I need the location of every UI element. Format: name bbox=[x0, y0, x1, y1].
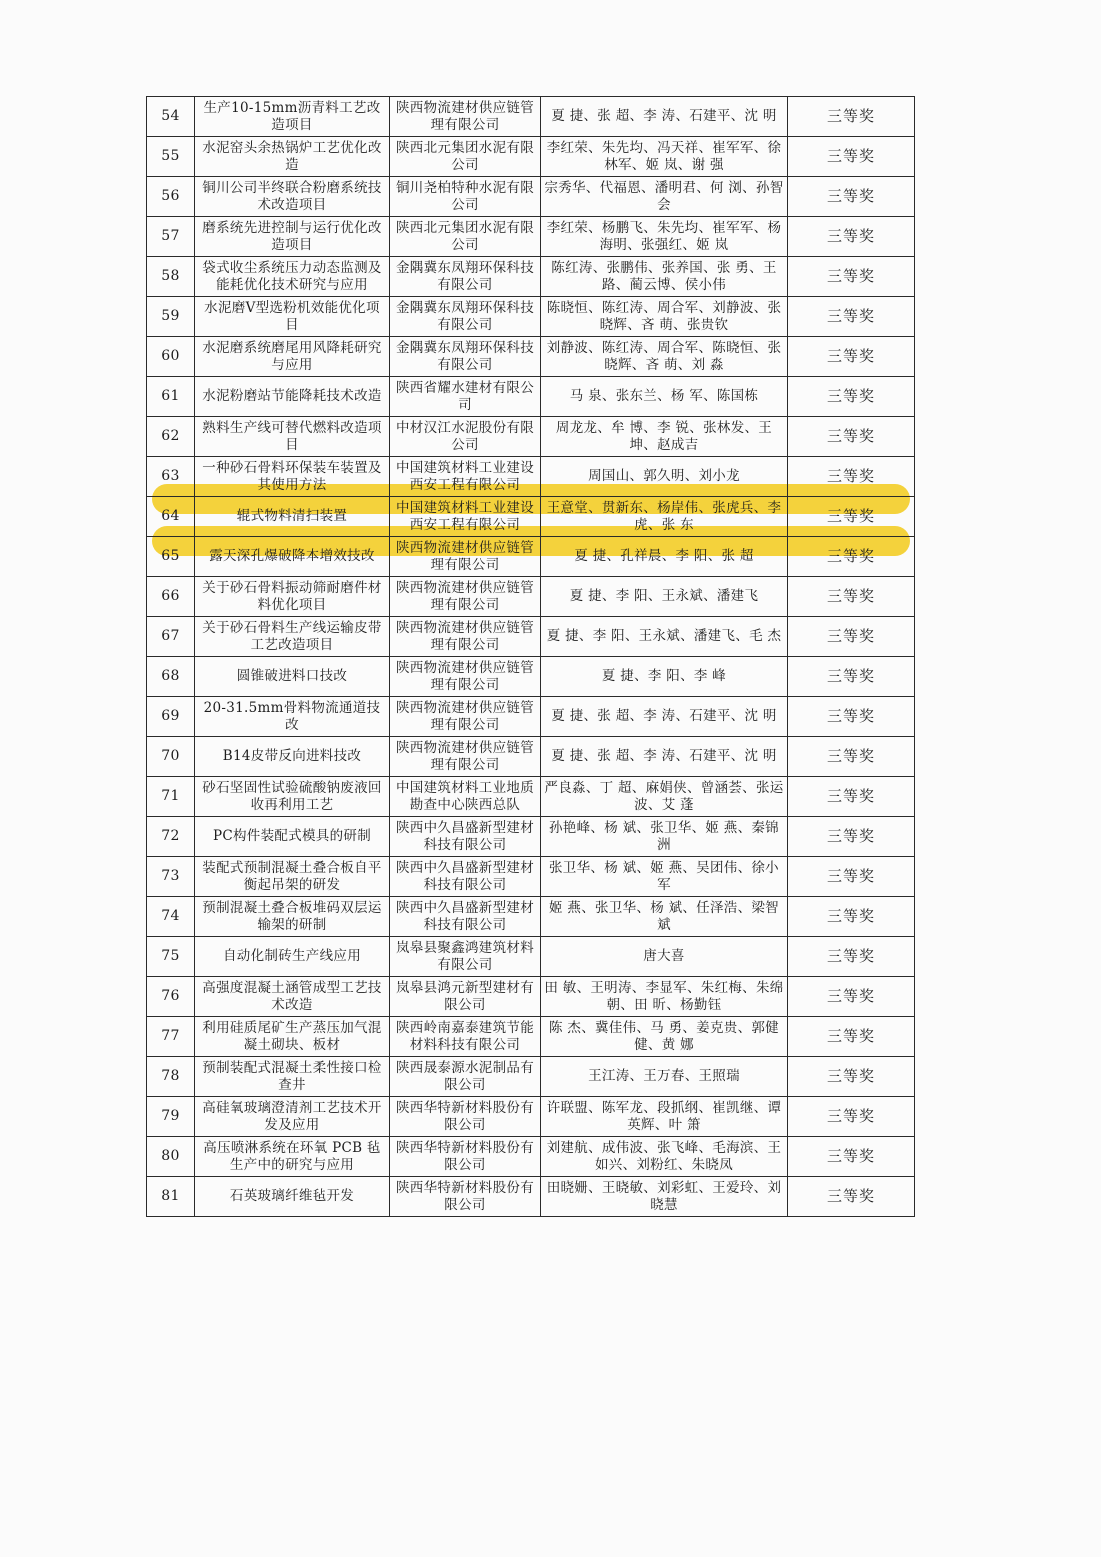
company-name: 陕西晟泰源水泥制品有限公司 bbox=[390, 1057, 541, 1097]
project-name: 水泥窑头余热锅炉工艺优化改造 bbox=[195, 137, 390, 177]
team-members: 夏 捷、张 超、李 涛、石建平、沈 明 bbox=[541, 737, 788, 777]
team-members: 马 泉、张东兰、杨 军、陈国栋 bbox=[541, 377, 788, 417]
company-name: 陕西物流建材供应链管理有限公司 bbox=[390, 537, 541, 577]
award-level: 三等奖 bbox=[788, 737, 915, 777]
table-row bbox=[147, 1097, 915, 1137]
team-members: 姬 燕、张卫华、杨 斌、任泽浩、梁智斌 bbox=[541, 897, 788, 937]
row-number: 81 bbox=[147, 1177, 195, 1217]
award-level: 三等奖 bbox=[788, 1177, 915, 1217]
row-number: 76 bbox=[147, 977, 195, 1017]
row-number: 61 bbox=[147, 377, 195, 417]
project-name: 水泥磨V型选粉机效能优化项目 bbox=[195, 297, 390, 337]
company-name: 中国建筑材料工业地质勘查中心陕西总队 bbox=[390, 777, 541, 817]
award-level: 三等奖 bbox=[788, 137, 915, 177]
company-name: 中材汉江水泥股份有限公司 bbox=[390, 417, 541, 457]
team-members: 周国山、郭久明、刘小龙 bbox=[541, 457, 788, 497]
row-number: 74 bbox=[147, 897, 195, 937]
team-members: 周龙龙、牟 博、李 锐、张林发、王 坤、赵成吉 bbox=[541, 417, 788, 457]
table-row bbox=[147, 697, 915, 737]
table-row bbox=[147, 217, 915, 257]
project-name: 砂石坚固性试验硫酸钠废液回收再利用工艺 bbox=[195, 777, 390, 817]
award-level: 三等奖 bbox=[788, 1097, 915, 1137]
row-number: 69 bbox=[147, 697, 195, 737]
row-number: 66 bbox=[147, 577, 195, 617]
team-members: 陈 杰、冀佳伟、马 勇、姜克贵、郭健健、黄 娜 bbox=[541, 1017, 788, 1057]
team-members: 李红荣、朱先均、冯天祥、崔军军、徐林军、姬 岚、谢 强 bbox=[541, 137, 788, 177]
table-row bbox=[147, 737, 915, 777]
row-number: 54 bbox=[147, 97, 195, 137]
company-name: 陕西物流建材供应链管理有限公司 bbox=[390, 737, 541, 777]
team-members: 夏 捷、孔祥晨、李 阳、张 超 bbox=[541, 537, 788, 577]
award-level: 三等奖 bbox=[788, 697, 915, 737]
team-members: 王意堂、贯新东、杨岸伟、张虎兵、李 虎、张 东 bbox=[541, 497, 788, 537]
company-name: 陕西华特新材料股份有限公司 bbox=[390, 1177, 541, 1217]
row-number: 67 bbox=[147, 617, 195, 657]
company-name: 陕西物流建材供应链管理有限公司 bbox=[390, 617, 541, 657]
team-members: 夏 捷、李 阳、李 峰 bbox=[541, 657, 788, 697]
award-level: 三等奖 bbox=[788, 417, 915, 457]
award-level: 三等奖 bbox=[788, 177, 915, 217]
award-level: 三等奖 bbox=[788, 537, 915, 577]
table-row bbox=[147, 977, 915, 1017]
award-level: 三等奖 bbox=[788, 377, 915, 417]
project-name: B14皮带反向进料技改 bbox=[195, 737, 390, 777]
table-row bbox=[147, 1057, 915, 1097]
project-name: 水泥粉磨站节能降耗技术改造 bbox=[195, 377, 390, 417]
company-name: 金隅冀东凤翔环保科技有限公司 bbox=[390, 337, 541, 377]
company-name: 陕西中久昌盛新型建材科技有限公司 bbox=[390, 817, 541, 857]
award-level: 三等奖 bbox=[788, 977, 915, 1017]
team-members: 夏 捷、李 阳、王永斌、潘建飞、毛 杰 bbox=[541, 617, 788, 657]
award-level: 三等奖 bbox=[788, 777, 915, 817]
award-level: 三等奖 bbox=[788, 617, 915, 657]
row-number: 80 bbox=[147, 1137, 195, 1177]
award-level: 三等奖 bbox=[788, 937, 915, 977]
award-level: 三等奖 bbox=[788, 297, 915, 337]
project-name: 磨系统先进控制与运行优化改造项目 bbox=[195, 217, 390, 257]
team-members: 许联盟、陈军龙、段抓纲、崔凯继、谭英辉、叶 箫 bbox=[541, 1097, 788, 1137]
row-number: 57 bbox=[147, 217, 195, 257]
company-name: 陕西华特新材料股份有限公司 bbox=[390, 1097, 541, 1137]
project-name: 自动化制砖生产线应用 bbox=[195, 937, 390, 977]
award-level: 三等奖 bbox=[788, 457, 915, 497]
project-name: 高压喷淋系统在环氧 PCB 毡生产中的研究与应用 bbox=[195, 1137, 390, 1177]
row-number: 65 bbox=[147, 537, 195, 577]
project-name: 高硅氧玻璃澄清剂工艺技术开发及应用 bbox=[195, 1097, 390, 1137]
table-row bbox=[147, 1177, 915, 1217]
table-row bbox=[147, 1137, 915, 1177]
row-number: 68 bbox=[147, 657, 195, 697]
award-level: 三等奖 bbox=[788, 1137, 915, 1177]
project-name: 水泥磨系统磨尾用风降耗研究与应用 bbox=[195, 337, 390, 377]
team-members: 田 敏、王明涛、李显军、朱红梅、朱绵朝、田 昕、杨勤钰 bbox=[541, 977, 788, 1017]
row-number: 73 bbox=[147, 857, 195, 897]
award-level: 三等奖 bbox=[788, 497, 915, 537]
company-name: 陕西中久昌盛新型建材科技有限公司 bbox=[390, 897, 541, 937]
company-name: 中国建筑材料工业建设西安工程有限公司 bbox=[390, 457, 541, 497]
table-row bbox=[147, 777, 915, 817]
award-level: 三等奖 bbox=[788, 657, 915, 697]
row-number: 62 bbox=[147, 417, 195, 457]
company-name: 铜川尧柏特种水泥有限公司 bbox=[390, 177, 541, 217]
table-row bbox=[147, 337, 915, 377]
team-members: 夏 捷、张 超、李 涛、石建平、沈 明 bbox=[541, 97, 788, 137]
company-name: 岚皋县鸿元新型建材有限公司 bbox=[390, 977, 541, 1017]
table-row bbox=[147, 97, 915, 137]
project-name: 圆锥破进料口技改 bbox=[195, 657, 390, 697]
table-row bbox=[147, 657, 915, 697]
company-name: 岚皋县聚鑫鸿建筑材料有限公司 bbox=[390, 937, 541, 977]
row-number: 70 bbox=[147, 737, 195, 777]
project-name: 一种砂石骨料环保装车装置及其使用方法 bbox=[195, 457, 390, 497]
company-name: 陕西省耀水建材有限公司 bbox=[390, 377, 541, 417]
row-number: 75 bbox=[147, 937, 195, 977]
table-row bbox=[147, 457, 915, 497]
team-members: 夏 捷、张 超、李 涛、石建平、沈 明 bbox=[541, 697, 788, 737]
award-level: 三等奖 bbox=[788, 817, 915, 857]
project-name: 预制装配式混凝土柔性接口检查井 bbox=[195, 1057, 390, 1097]
project-name: 20-31.5mm骨料物流通道技改 bbox=[195, 697, 390, 737]
award-level: 三等奖 bbox=[788, 257, 915, 297]
table-row bbox=[147, 497, 915, 537]
row-number: 56 bbox=[147, 177, 195, 217]
team-members: 夏 捷、李 阳、王永斌、潘建飞 bbox=[541, 577, 788, 617]
award-level: 三等奖 bbox=[788, 897, 915, 937]
team-members: 孙艳峰、杨 斌、张卫华、姬 燕、秦锦洲 bbox=[541, 817, 788, 857]
project-name: 预制混凝土叠合板堆码双层运输架的研制 bbox=[195, 897, 390, 937]
row-number: 78 bbox=[147, 1057, 195, 1097]
team-members: 田晓姗、王晓敏、刘彩虹、王爱玲、刘晓慧 bbox=[541, 1177, 788, 1217]
project-name: 关于砂石骨料振动筛耐磨件材料优化项目 bbox=[195, 577, 390, 617]
award-level: 三等奖 bbox=[788, 1057, 915, 1097]
award-level: 三等奖 bbox=[788, 1017, 915, 1057]
team-members: 唐大喜 bbox=[541, 937, 788, 977]
project-name: 辊式物料清扫装置 bbox=[195, 497, 390, 537]
team-members: 刘静波、陈红涛、周合军、陈晓恒、张晓辉、吝 萌、刘 淼 bbox=[541, 337, 788, 377]
table-row bbox=[147, 177, 915, 217]
project-name: 装配式预制混凝土叠合板自平衡起吊架的研发 bbox=[195, 857, 390, 897]
award-level: 三等奖 bbox=[788, 857, 915, 897]
row-number: 77 bbox=[147, 1017, 195, 1057]
table-row bbox=[147, 817, 915, 857]
team-members: 张卫华、杨 斌、姬 燕、吴团伟、徐小军 bbox=[541, 857, 788, 897]
table-row bbox=[147, 617, 915, 657]
table-row bbox=[147, 577, 915, 617]
row-number: 55 bbox=[147, 137, 195, 177]
company-name: 陕西物流建材供应链管理有限公司 bbox=[390, 577, 541, 617]
table-row bbox=[147, 137, 915, 177]
team-members: 陈晓恒、陈红涛、周合军、刘静波、张晓辉、吝 萌、张贵钦 bbox=[541, 297, 788, 337]
team-members: 刘建航、成伟波、张飞峰、毛海滨、王如兴、刘粉红、朱晓凤 bbox=[541, 1137, 788, 1177]
table-row bbox=[147, 417, 915, 457]
project-name: PC构件装配式模具的研制 bbox=[195, 817, 390, 857]
project-name: 袋式收尘系统压力动态监测及能耗优化技术研究与应用 bbox=[195, 257, 390, 297]
row-number: 71 bbox=[147, 777, 195, 817]
row-number: 60 bbox=[147, 337, 195, 377]
company-name: 陕西北元集团水泥有限公司 bbox=[390, 217, 541, 257]
project-name: 利用硅质尾矿生产蒸压加气混凝土砌块、板材 bbox=[195, 1017, 390, 1057]
project-name: 铜川公司半终联合粉磨系统技术改造项目 bbox=[195, 177, 390, 217]
row-number: 59 bbox=[147, 297, 195, 337]
table-row bbox=[147, 377, 915, 417]
company-name: 陕西华特新材料股份有限公司 bbox=[390, 1137, 541, 1177]
company-name: 金隅冀东凤翔环保科技有限公司 bbox=[390, 257, 541, 297]
row-number: 63 bbox=[147, 457, 195, 497]
row-number: 72 bbox=[147, 817, 195, 857]
company-name: 金隅冀东凤翔环保科技有限公司 bbox=[390, 297, 541, 337]
row-number: 79 bbox=[147, 1097, 195, 1137]
company-name: 陕西北元集团水泥有限公司 bbox=[390, 137, 541, 177]
company-name: 陕西物流建材供应链管理有限公司 bbox=[390, 657, 541, 697]
team-members: 严良淼、丁 超、麻娟侠、曾涵荟、张运波、艾 蓬 bbox=[541, 777, 788, 817]
team-members: 王江涛、王万春、王照瑞 bbox=[541, 1057, 788, 1097]
company-name: 陕西物流建材供应链管理有限公司 bbox=[390, 97, 541, 137]
project-name: 高强度混凝土涵管成型工艺技术改造 bbox=[195, 977, 390, 1017]
company-name: 陕西物流建材供应链管理有限公司 bbox=[390, 697, 541, 737]
team-members: 宗秀华、代福恩、潘明君、何 浏、孙智会 bbox=[541, 177, 788, 217]
table-row bbox=[147, 897, 915, 937]
project-name: 露天深孔爆破降本增效技改 bbox=[195, 537, 390, 577]
team-members: 陈红涛、张鹏伟、张养国、张 勇、王 路、蔺云博、侯小伟 bbox=[541, 257, 788, 297]
award-level: 三等奖 bbox=[788, 577, 915, 617]
project-name: 生产10-15mm沥青料工艺改造项目 bbox=[195, 97, 390, 137]
table-row bbox=[147, 297, 915, 337]
award-level: 三等奖 bbox=[788, 217, 915, 257]
table-row bbox=[147, 537, 915, 577]
table-row bbox=[147, 937, 915, 977]
company-name: 陕西岭南嘉泰建筑节能材料科技有限公司 bbox=[390, 1017, 541, 1057]
project-name: 关于砂石骨料生产线运输皮带工艺改造项目 bbox=[195, 617, 390, 657]
team-members: 李红荣、杨鹏飞、朱先均、崔军军、杨海明、张强红、姬 岚 bbox=[541, 217, 788, 257]
project-name: 熟料生产线可替代燃料改造项目 bbox=[195, 417, 390, 457]
row-number: 58 bbox=[147, 257, 195, 297]
table-row bbox=[147, 257, 915, 297]
table-row bbox=[147, 1017, 915, 1057]
row-number: 64 bbox=[147, 497, 195, 537]
award-level: 三等奖 bbox=[788, 337, 915, 377]
company-name: 中国建筑材料工业建设西安工程有限公司 bbox=[390, 497, 541, 537]
table-row bbox=[147, 857, 915, 897]
company-name: 陕西中久昌盛新型建材科技有限公司 bbox=[390, 857, 541, 897]
project-name: 石英玻璃纤维毡开发 bbox=[195, 1177, 390, 1217]
award-table bbox=[146, 96, 915, 1217]
award-level: 三等奖 bbox=[788, 97, 915, 137]
